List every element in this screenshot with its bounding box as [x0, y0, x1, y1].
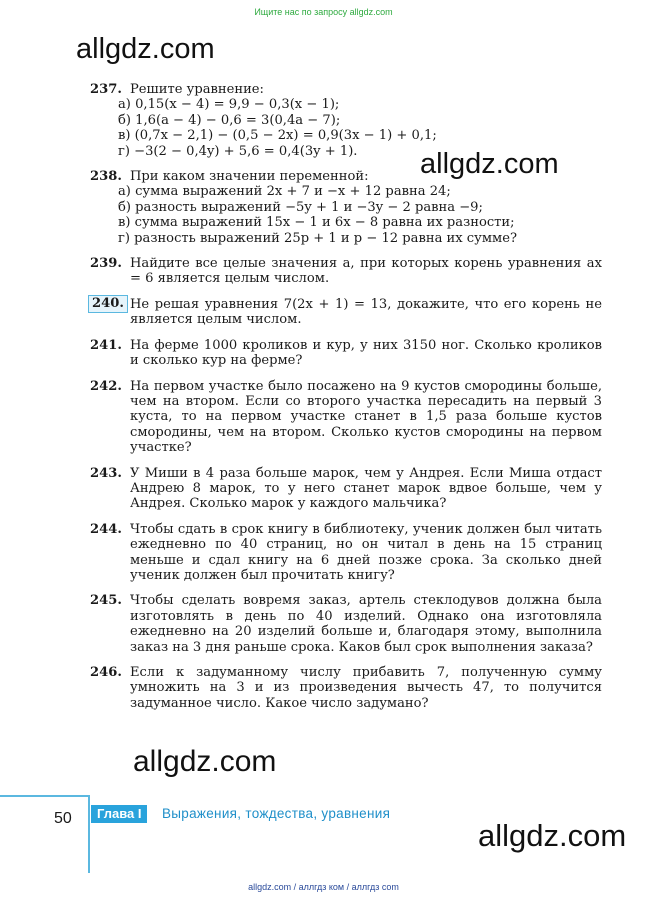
problem-item: б) разность выражений −5y + 1 и −3y − 2 равна −9;	[118, 199, 483, 215]
problem-number: 243.	[90, 465, 122, 481]
problem-241	[90, 338, 602, 369]
chapter-title: Выражения, тождества, уравнения	[162, 806, 391, 821]
problem-list	[90, 82, 602, 721]
problem-text: Чтобы сдать в срок книгу в библиотеку, ученик должен был читать ежедневно по 40 страниц, но он читал в день на 15 страниц меньше и сдал книгу на 6 дней позже срока. За сколько дней ученик должен был прочитать книгу?	[130, 521, 602, 583]
problem-text: Если к задуманному числу прибавить 7, полученную сумму умножить на 3 и из произведения вычесть 47, то получится задуманное число. Какое число задумано?	[130, 665, 602, 711]
bottom-note: allgdz.com / аллгдз ком / аллгдз com	[248, 882, 399, 892]
problem-text: Найдите все целые значения a, при которых корень уравнения ax = 6 является целым числом.	[130, 256, 602, 287]
problem-item: а) 0,15(x − 4) = 9,9 − 0,3(x − 1);	[118, 97, 340, 113]
problem-number: 241.	[90, 337, 122, 353]
problem-246	[90, 665, 602, 711]
problem-text: При каком значении переменной:	[130, 169, 369, 185]
problem-number: 239.	[90, 256, 122, 272]
problem-number: 246.	[90, 665, 122, 680]
problem-238	[90, 169, 602, 246]
watermark: allgdz.com	[133, 745, 277, 778]
problem-item: г) разность выражений 25p + 1 и p − 12 равна их сумме?	[118, 230, 517, 246]
problem-237	[90, 82, 602, 159]
problem-item: в) сумма выражений 15x − 1 и 6x − 8 равна их разности;	[118, 215, 515, 231]
problem-text: У Миши в 4 раза больше марок, чем у Андрея. Если Миша отдаст Андрею 8 марок, то у него станет марок вдвое больше, чем у Андрея. Сколько марок у каждого мальчика?	[130, 465, 602, 512]
problem-item: б) 1,6(a − 4) − 0,6 = 3(0,4a − 7);	[118, 112, 341, 128]
problem-239	[90, 256, 602, 287]
problem-number: 244.	[90, 521, 122, 537]
problem-242	[90, 379, 602, 456]
page-number: 50	[54, 810, 72, 827]
problem-text: Чтобы сделать вовремя заказ, артель стеклодувов должна была изготовлять в день по 40 изделий. Однако она изготовляла ежедневно на 20 изделий больше и, благодаря этому, выполнила заказ на 3 дня раньше срока. Каков был срок выполнения заказа?	[130, 593, 602, 655]
problem-item: г) −3(2 − 0,4y) + 5,6 = 0,4(3y + 1).	[118, 143, 358, 159]
problem-item: в) (0,7x − 2,1) − (0,5 − 2x) = 0,9(3x − 1) + 0,1;	[118, 128, 437, 144]
problem-number: 238.	[90, 169, 122, 185]
footer-divider-vertical	[88, 795, 90, 873]
problem-number: 242.	[90, 378, 122, 394]
problem-243	[90, 466, 602, 512]
header-note: Ищите нас по запросу allgdz.com	[254, 7, 393, 17]
problem-240	[90, 297, 602, 328]
problem-244	[90, 522, 602, 584]
problem-text: На ферме 1000 кроликов и кур, у них 3150 ног. Сколько кроликов и сколько кур на ферме?	[130, 337, 602, 369]
chapter-label: Глава I	[91, 805, 147, 823]
problem-number: 245.	[90, 593, 122, 609]
problem-number-highlighted: 240.	[88, 295, 128, 313]
watermark: allgdz.com	[420, 148, 559, 180]
problem-item: а) сумма выражений 2x + 7 и −x + 12 равна 24;	[118, 184, 451, 200]
watermark: allgdz.com	[76, 33, 215, 65]
problem-number: 237.	[90, 82, 122, 97]
watermark: allgdz.com	[478, 818, 627, 853]
footer-divider	[0, 795, 90, 797]
problem-text: На первом участке было посажено на 9 кустов смородины больше, чем на втором. Если со второго участка пересадить на первый 3 куста, то на первом участке станет в 1,5 раза больше кустов смородины, чем на втором. Сколько кустов смородины на первом участке?	[130, 378, 602, 456]
problem-text: Не решая уравнения 7(2x + 1) = 13, докажите, что его корень не является целым числом.	[130, 296, 602, 328]
problem-245	[90, 593, 602, 655]
problem-text: Решите уравнение:	[130, 82, 264, 97]
